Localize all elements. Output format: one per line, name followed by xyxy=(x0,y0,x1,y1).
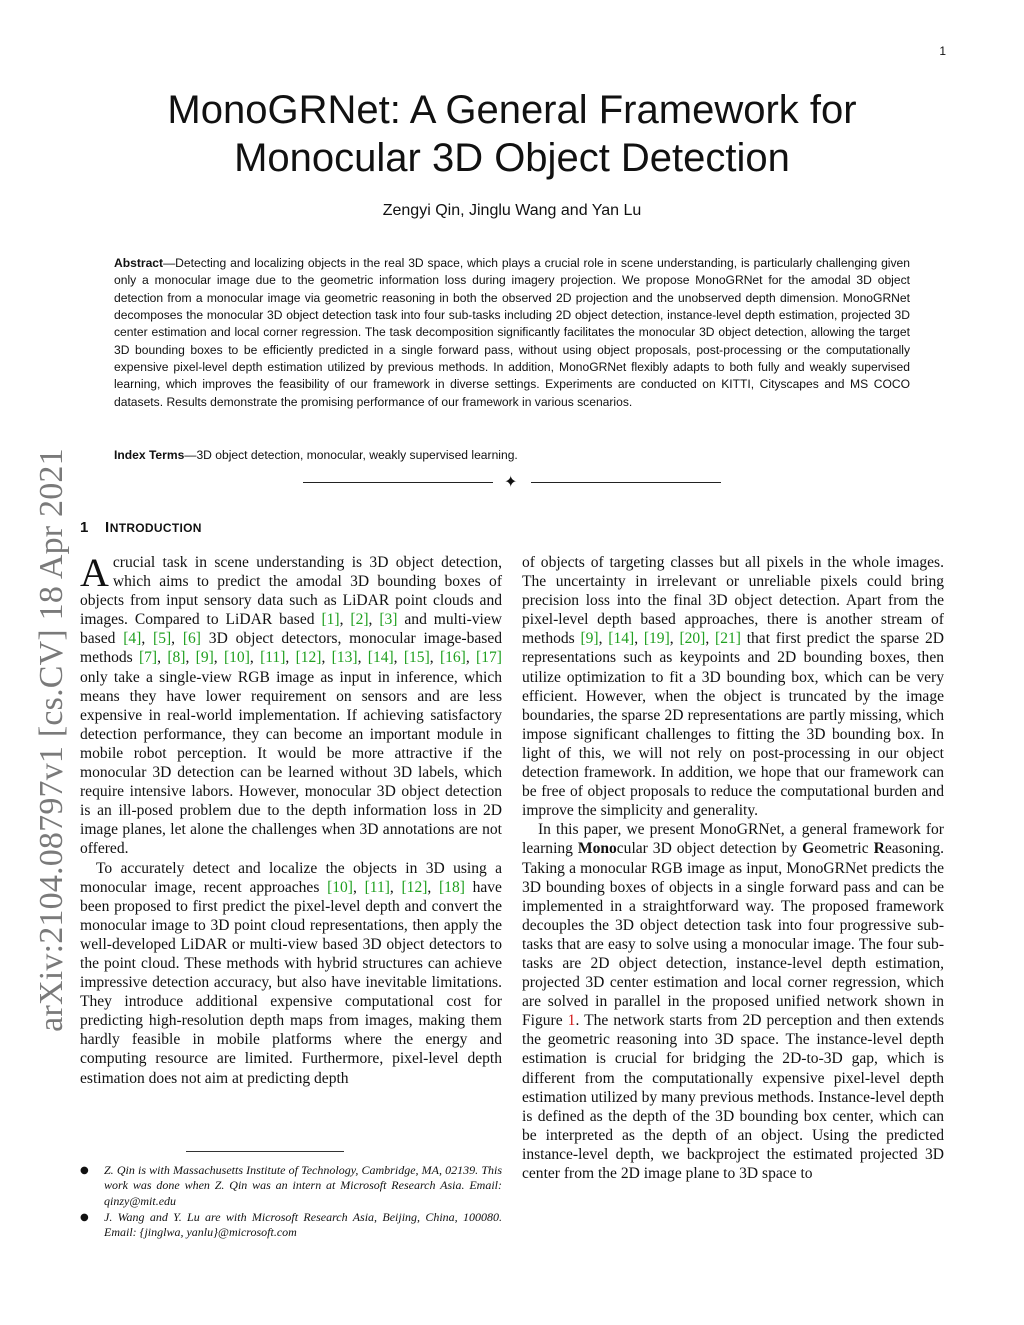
footnotes xyxy=(80,1163,502,1241)
citation-link[interactable]: [12] xyxy=(401,878,428,896)
citation-link[interactable]: [6] xyxy=(182,630,201,648)
citation-link[interactable]: [17] xyxy=(476,649,502,667)
citation-link[interactable]: [10] xyxy=(327,878,353,896)
page-number: 1 xyxy=(939,44,946,58)
bullet-icon: ● xyxy=(80,1211,89,1223)
text-run: eometric xyxy=(814,840,874,858)
citation-link[interactable]: [14] xyxy=(367,649,394,667)
citation-link[interactable]: [7] xyxy=(138,649,158,667)
paper-title xyxy=(0,86,1024,182)
divider-line-right xyxy=(531,482,721,483)
diamond-ornament-icon: ✦ xyxy=(504,472,518,491)
citation-link[interactable]: [21] xyxy=(715,630,741,648)
text-run: In this paper, we present MonoGRNet, a general framework for learning xyxy=(522,821,944,858)
index-terms xyxy=(114,447,910,464)
intro-paragraph-1: Acrucial task in scene understanding is 3D object detection, which aims to predict the amodal 3D bounding boxes of objects from input sensory data such as LiDAR point clouds and images. Compared to LiDAR based [1], [2], [3] and multi-view based [4], [5], [6] 3D object detectors, monocular image-based methods [7], [8], [9], [10], [11], [12], [13], [14], [15], [16], [17] only take a single-view RGB image as input in inference, which means they have lower requirement on sensors and are less expensive in real-world implementation. If achieving satisfactory detection performance, they can become an important module in mobile robot perception. It would be more attractive if the monocular 3D detection can be learned without 3D labels, which require intensive labors. However, monocular 3D object detection is an ill-posed problem due to the depth information loss in 2D image planes, let alone the challenges when 3D annotations are not offered. xyxy=(80,550,502,858)
text-run: only take a single-view RGB image as input in inference, which means they have lower requirement on sensors and are less expensive in real-world implementation. If achieving satisfactory detection performance, they can become an important module in mobile robot perception. It would be more attractive if the monocular 3D detection can be learned without 3D labels, which require intensive labors. However, monocular 3D object detection is an ill-posed problem due to the depth information loss in 2D image planes, let alone the challenges when 3D annotations are not offered. xyxy=(80,668,502,858)
citation-link[interactable]: [18] xyxy=(439,878,465,896)
abstract-label: Abstract xyxy=(114,256,164,270)
arxiv-stamp-text: arXiv:2104.08797v1 [cs.CV] 18 Apr 2021 xyxy=(33,448,70,1032)
right-column xyxy=(522,553,944,1183)
section-number: 1 xyxy=(80,519,89,536)
index-terms-text: —3D object detection, monocular, weakly supervised learning. xyxy=(184,448,518,462)
citation-link[interactable]: [2] xyxy=(350,611,369,629)
index-terms-label: Index Terms xyxy=(114,448,185,462)
text-run: To accurately detect and localize the objects in 3D using a monocular image, recent approaches xyxy=(80,859,502,896)
citation-link[interactable]: [9] xyxy=(580,630,599,648)
abstract xyxy=(114,255,910,411)
left-column xyxy=(80,550,502,1088)
intro-paragraph-4 xyxy=(522,820,944,1183)
bullet-icon: ● xyxy=(80,1165,89,1176)
footnote-text: Z. Qin is with Massachusetts Institute of Technology, Cambridge, MA, 02139. This work was done when Z. Qin was an intern at Microsoft Research Asia. Email: qinzy@mit.edu xyxy=(104,1163,502,1208)
bold-r: R xyxy=(873,840,885,858)
citation-link[interactable]: [11] xyxy=(260,649,286,667)
authors: Zengyi Qin, Jinglu Wang and Yan Lu xyxy=(382,202,642,219)
intro-paragraph-3: of objects of targeting classes but all pixels in the whole images. The uncertainty in irrelevant or unreliable pixels could bring precision loss into the final 3D object detection. Apart from the pixel-level depth based approaches, there is another stream of methods [9], [14], [19], [20], [21] that first predict the sparse 2D representations such as keypoints and 2D bounding boxes, then utilize optimization to fit a 3D bounding box, which can be very efficient. However, when the object is truncated by the image boundaries, the sparse 2D representations are partly missing, which impose significant challenges to fitting the 3D bounding box. In light of this, we will not rely on post-processing in our object detection framework. In addition, we hope that our framework can be free of object proposals to reduce the computational burden and improve the simplicity and generality. xyxy=(522,554,944,820)
text-run: have been proposed to first predict the pixel-level depth and convert the monocular image to 3D point cloud representations, then apply the well-developed LiDAR or multi-view based 3D object detectors to the point cloud. These methods with hybrid structures can achieve impressive detection accuracy, but also have inevitable limitations. They introduce additional expensive computational cost for predicting high-resolution depth maps from images, making them hardly feasible in mobile platforms where the energy and computing resource are limited. Furthermore, pixel-level depth estimation does not aim at predicting depth xyxy=(80,878,502,1087)
citation-link[interactable]: [16] xyxy=(439,649,466,667)
divider-line-left xyxy=(303,482,493,483)
text-run: easoning. Taking a monocular RGB image as input, MonoGRNet predicts the 3D bounding boxes of objects in a single forward pass and can be implemented in a straightforward way. The proposed framework decouples the 3D object detection task into four progressive sub-tasks that are easy to solve using a monocular image. The four sub-tasks are 2D object detection, instance-level depth estimation, projected 3D center estimation and local corner regression, which are solved in parallel in the proposed unified network shown in Figure xyxy=(522,840,944,1030)
citation-link[interactable]: [14] xyxy=(608,630,635,648)
text-run: cular 3D object detection by xyxy=(616,840,803,858)
citation-link[interactable]: [12] xyxy=(295,649,322,667)
section-divider xyxy=(0,473,1024,493)
text-run: 3D object detectors, monocular image-based methods xyxy=(80,630,502,667)
citation-link[interactable]: [13] xyxy=(331,649,358,667)
text-run: that first predict the sparse 2D representations such as keypoints and 2D bounding boxes, then utilize optimization to fit a 3D bounding box, which can be very efficient. However, when the object is truncated by the image boundaries, the sparse 2D representations are partly missing, which impose significant challenges to fitting the 3D bounding box. In light of this, we will not rely on post-processing in our object detection framework. In addition, we hope that our framework can be free of object proposals to reduce the computational burden and improve the simplicity and generality. xyxy=(522,630,944,820)
figure-link[interactable]: 1 xyxy=(567,1012,576,1030)
section-heading-introduction xyxy=(80,519,202,536)
intro-paragraph-2: To accurately detect and localize the objects in 3D using a monocular image, recent approaches [10], [11], [12], [18] have been proposed to first predict the pixel-level depth and convert the monocular image to 3D point cloud representations, then apply the well-developed LiDAR or multi-view based 3D object detectors to the point cloud. These methods with hybrid structures can achieve impressive detection accuracy, but also have inevitable limitations. They introduce additional expensive computational cost for predicting high-resolution depth maps from images, making them hardly feasible in mobile platforms where the energy and computing resource are limited. Furthermore, pixel-level depth estimation does not aim at predicting depth xyxy=(80,859,502,1087)
text-run: of objects of targeting classes but all pixels in the whole images. The uncertainty in irrelevant or unreliable pixels could bring precision loss into the final 3D object detection. Apart from the pixel-level depth based approaches, there is another stream of methods xyxy=(522,554,944,648)
abstract-text: —Detecting and localizing objects in the real 3D space, which plays a crucial role in scene understanding, is particularly challenging given only a monocular image due to the geometric information loss during imagery projection. We propose MonoGRNet for the amodal 3D object detection from a monocular image via geometric reasoning in both the observed 2D projection and the unobserved depth dimension. MonoGRNet decomposes the monocular 3D object detection task into four sub-tasks including 2D object detection, instance-level depth estimation, projected 3D center estimation and local corner regression. The task decomposition significantly facilitates the monocular 3D object detection, allowing the target 3D bounding boxes to be efficiently predicted in a single forward pass, without using object proposals, post-processing or the computationally expensive pixel-level depth estimation utilized by previous methods. In addition, MonoGRNet flexibly adapts to both fully and weakly supervised learning, which improves the feasibility of our framework in diverse settings. Experiments are conducted on KITTI, Cityscapes and MS COCO datasets. Results demonstrate the promising performance of our framework in various scenarios. xyxy=(114,256,910,409)
drop-cap: A xyxy=(80,550,109,595)
citation-link[interactable]: [1] xyxy=(321,611,340,629)
title-line-1: MonoGRNet: A General Framework for xyxy=(167,88,857,132)
citation-link[interactable]: [3] xyxy=(379,611,398,629)
citation-link[interactable]: [8] xyxy=(167,649,186,667)
text-run: . The network starts from 2D perception and then extends the geometric reasoning into 3D space. The instance-level depth estimation is crucial for bridging the 2D-to-3D gap, which is different from the computationally expensive pixel-level depth estimation utilized by many previous methods. Instance-level depth is defined as the depth of the 3D bounding box center, which can be interpreted as the depth of an object. Using the predicted instance-level depth, we backproject the estimated projected 3D center from the 2D image plane to 3D space to xyxy=(522,1012,944,1182)
text-run: crucial task in scene understanding is 3D object detection, which aims to predict the amodal 3D bounding boxes of objects from input sensory data such as LiDAR point clouds and images. Compared to LiDAR based xyxy=(80,554,502,629)
bold-mono: Mono xyxy=(577,840,617,858)
citation-link[interactable]: [10] xyxy=(223,649,250,667)
citation-link[interactable]: [11] xyxy=(364,878,390,896)
citation-link[interactable]: [19] xyxy=(643,630,670,648)
citation-link[interactable]: [15] xyxy=(403,649,430,667)
footnote-rule xyxy=(186,1151,344,1152)
citation-link[interactable]: [5] xyxy=(153,630,172,648)
footnote-affiliation-1 xyxy=(80,1163,502,1209)
footnote-text: J. Wang and Y. Lu are with Microsoft Research Asia, Beijing, China, 100080. Email: {jinglwa, yanlu}@microsoft.com xyxy=(104,1209,502,1240)
citation-link[interactable]: [9] xyxy=(195,649,214,667)
section-title-initial: I xyxy=(104,519,110,536)
footnote-affiliation-2 xyxy=(80,1210,502,1241)
citation-link[interactable]: [4] xyxy=(123,630,142,648)
text-run: and multi-view based xyxy=(80,611,502,648)
title-line-2: Monocular 3D Object Detection xyxy=(234,136,790,180)
bold-g: G xyxy=(802,840,815,858)
section-title-rest: NTRODUCTION xyxy=(109,521,202,535)
citation-link[interactable]: [20] xyxy=(679,630,706,648)
